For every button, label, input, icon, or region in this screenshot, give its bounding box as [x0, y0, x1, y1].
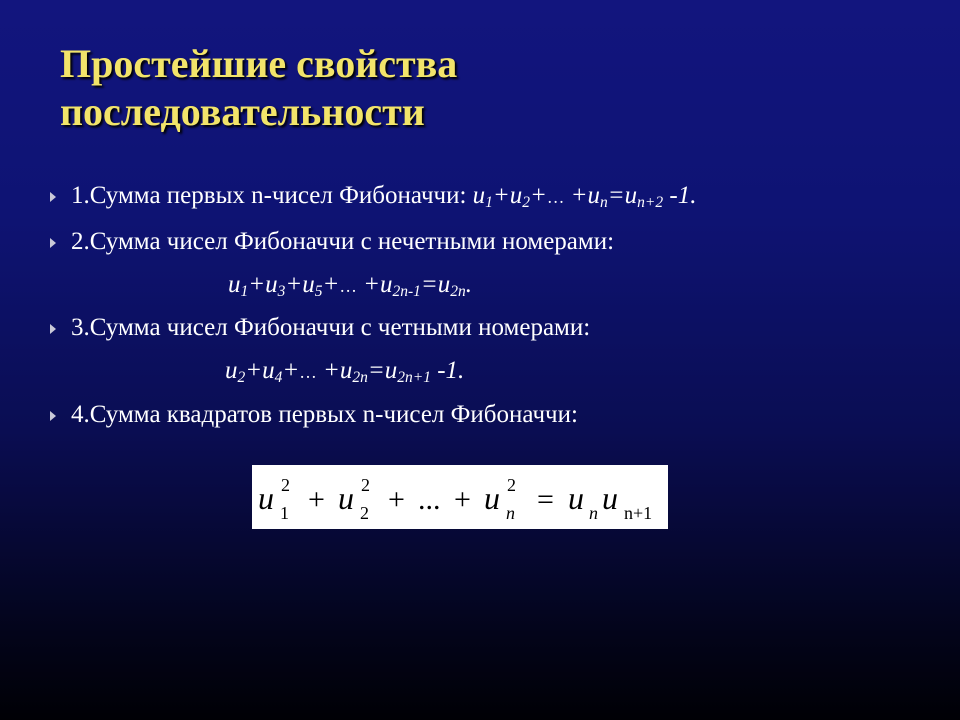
svg-text:n+1: n+1: [624, 503, 653, 523]
list-item-4: [50, 400, 930, 430]
title-line-2: последовательности: [60, 89, 425, 134]
list-item-2: [50, 227, 930, 257]
item-3-text: 3.Сумма чисел Фибоначчи с четными номерами:: [71, 314, 591, 341]
slide-title: [60, 40, 920, 136]
bullet-icon: [50, 238, 56, 248]
squares-sum-equation: [252, 465, 668, 529]
title-line-1: Простейшие свойства: [60, 41, 458, 86]
item-4-text: 4.Сумма квадратов первых n-чисел Фибоначчи:: [71, 401, 578, 428]
svg-text:u: u: [338, 480, 354, 516]
svg-text:...: ...: [418, 483, 441, 516]
item-1-text: 1.Сумма первых n-чисел Фибоначчи:: [71, 182, 473, 209]
item-1-formula: $u_1+u_2+\dots +u_n=u_{n+2}$ -1.: [472, 182, 697, 211]
svg-text:u: u: [568, 480, 584, 516]
odd-sum-formula: $u_1+u_3+u_5+\dots +u_{2n-1}=u_{2n}$.: [228, 271, 473, 300]
bullet-icon: [50, 411, 56, 421]
svg-text:u: u: [484, 480, 500, 516]
list-item-3: [50, 313, 930, 343]
svg-text:2: 2: [360, 503, 369, 523]
svg-text:2: 2: [281, 475, 290, 495]
bullet-icon: [50, 192, 56, 202]
svg-text:1: 1: [280, 503, 289, 523]
item-2-text: 2.Сумма чисел Фибоначчи с нечетными номерами:: [71, 228, 615, 255]
svg-text:2: 2: [361, 475, 370, 495]
bullet-icon: [50, 324, 56, 334]
list-item-1: [50, 181, 930, 218]
svg-text:n: n: [589, 503, 598, 523]
svg-text:2: 2: [507, 475, 516, 495]
svg-text:u: u: [602, 480, 618, 516]
svg-text:+: +: [308, 483, 325, 516]
svg-text:=: =: [537, 483, 554, 516]
svg-text:u: u: [258, 480, 274, 516]
svg-text:n: n: [506, 503, 515, 523]
svg-text:+: +: [388, 483, 405, 516]
svg-text:+: +: [454, 483, 471, 516]
even-sum-formula: $u_2+u_4+\dots +u_{2n}=u_{2n+1}$ -1.: [225, 357, 465, 386]
